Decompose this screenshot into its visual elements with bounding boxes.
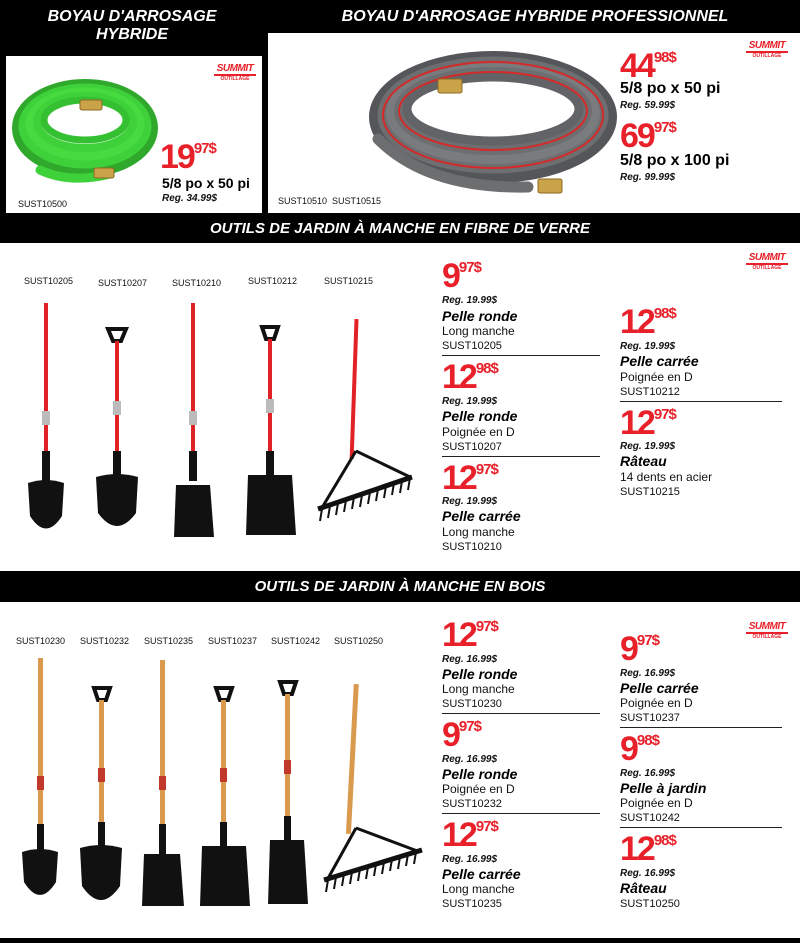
product-desc: Poignée en D xyxy=(620,796,693,810)
product-name: Râteau xyxy=(620,453,667,469)
pro-hose-title: BOYAU D'ARROSAGE HYBRIDE PROFESSIONNEL xyxy=(341,8,729,25)
hybrid-reg-price: Reg. 34.99$ xyxy=(162,193,218,204)
product-desc: Poignée en D xyxy=(620,370,693,384)
round-shovel-long-icon xyxy=(22,658,58,895)
divider xyxy=(442,813,600,814)
pro-100-price: 6997$ xyxy=(620,117,676,155)
green-hose-image xyxy=(10,70,160,190)
product-reg: Reg. 19.99$ xyxy=(442,396,498,407)
pro-hose-panel xyxy=(268,33,800,213)
pro-100-reg: Reg. 99.99$ xyxy=(620,172,676,183)
product-reg: Reg. 19.99$ xyxy=(442,496,498,507)
product-price: 1297$ xyxy=(620,404,676,442)
pro-50-reg: Reg. 59.99$ xyxy=(620,100,676,111)
rake-icon xyxy=(318,319,412,521)
product-price: 1298$ xyxy=(620,303,676,341)
product-desc: Long manche xyxy=(442,882,515,896)
product-sku: SUST10205 xyxy=(442,340,502,352)
summit-logo: SUMMIT OUTILLAGE xyxy=(746,253,788,271)
round-shovel-d-icon xyxy=(80,688,122,900)
product-name: Pelle carrée xyxy=(442,866,521,882)
product-reg: Reg. 19.99$ xyxy=(442,295,498,306)
product-price: 1298$ xyxy=(620,830,676,868)
divider xyxy=(620,827,782,828)
pro-50-price: 4498$ xyxy=(620,47,676,85)
tool-sku: SUST10205 xyxy=(24,276,74,286)
pro-skus: SUST10510 SUST10515 xyxy=(278,196,382,206)
tool-sku: SUST10215 xyxy=(324,276,374,286)
divider xyxy=(620,401,782,402)
product-name: Pelle ronde xyxy=(442,408,518,424)
tool-sku: SUST10250 xyxy=(334,636,384,646)
hybrid-hose-panel xyxy=(6,56,262,213)
product-desc: Poignée en D xyxy=(442,782,515,796)
product-sku: SUST10237 xyxy=(620,712,680,724)
product-desc: Poignée en D xyxy=(620,696,693,710)
product-sku: SUST10230 xyxy=(442,698,502,710)
product-desc: Long manche xyxy=(442,682,515,696)
summit-logo: SUMMIT OUTILLAGE xyxy=(746,41,788,59)
garden-shovel-d-icon xyxy=(268,682,308,904)
product-desc: Poignée en D xyxy=(442,425,515,439)
product-price: 1297$ xyxy=(442,459,498,497)
product-price: 1297$ xyxy=(442,816,498,854)
summit-logo: SUMMIT OUTILLAGE xyxy=(214,64,256,82)
product-price: 1298$ xyxy=(442,358,498,396)
product-name: Pelle ronde xyxy=(442,666,518,682)
fiberglass-tools-image xyxy=(10,301,430,541)
hybrid-price: 1997$ xyxy=(160,138,216,176)
square-shovel-long-icon xyxy=(142,660,184,906)
product-sku: SUST10210 xyxy=(442,541,502,553)
product-name: Pelle à jardin xyxy=(620,780,707,796)
product-price: 997$ xyxy=(620,630,659,668)
product-reg: Reg. 16.99$ xyxy=(620,668,676,679)
product-sku: SUST10242 xyxy=(620,812,680,824)
divider xyxy=(442,713,600,714)
product-desc: Long manche xyxy=(442,525,515,539)
tool-sku: SUST10207 xyxy=(98,278,148,288)
square-shovel-d-icon xyxy=(246,327,296,535)
product-desc: 14 dents en acier xyxy=(620,470,713,484)
pro-100-size: 5/8 po x 100 pi xyxy=(620,152,730,169)
product-sku: SUST10250 xyxy=(620,898,680,910)
tool-sku: SUST10230 xyxy=(16,636,66,646)
summit-logo: SUMMIT OUTILLAGE xyxy=(746,622,788,640)
product-sku: SUST10232 xyxy=(442,798,502,810)
tool-sku: SUST10242 xyxy=(271,636,321,646)
product-reg: Reg. 16.99$ xyxy=(442,854,498,865)
tool-sku: SUST10210 xyxy=(172,278,222,288)
hybrid-hose-title: BOYAU D'ARROSAGE HYBRIDE xyxy=(47,8,217,43)
product-name: Pelle ronde xyxy=(442,766,518,782)
product-reg: Reg. 19.99$ xyxy=(620,341,676,352)
tool-sku: SUST10212 xyxy=(248,276,298,286)
round-shovel-d-icon xyxy=(96,329,138,526)
product-reg: Reg. 19.99$ xyxy=(620,441,676,452)
wood-panel xyxy=(0,602,800,938)
grey-hose-image xyxy=(368,39,618,199)
wood-tools-image xyxy=(10,656,430,926)
divider xyxy=(620,727,782,728)
wood-title: OUTILS DE JARDIN À MANCHE EN BOIS xyxy=(254,578,546,595)
product-sku: SUST10207 xyxy=(442,441,502,453)
product-name: Pelle carrée xyxy=(442,508,521,524)
pro-50-size: 5/8 po x 50 pi xyxy=(620,80,721,97)
product-reg: Reg. 16.99$ xyxy=(620,868,676,879)
product-name: Pelle carrée xyxy=(620,353,699,369)
product-sku: SUST10235 xyxy=(442,898,502,910)
hybrid-size: 5/8 po x 50 pi xyxy=(162,175,250,191)
divider xyxy=(442,456,600,457)
tool-sku: SUST10237 xyxy=(208,636,258,646)
product-reg: Reg. 16.99$ xyxy=(620,768,676,779)
product-reg: Reg. 16.99$ xyxy=(442,654,498,665)
hybrid-sku: SUST10500 xyxy=(18,199,68,209)
product-price: 998$ xyxy=(620,730,659,768)
product-reg: Reg. 16.99$ xyxy=(442,754,498,765)
product-name: Pelle ronde xyxy=(442,308,518,324)
square-shovel-d-icon xyxy=(200,688,250,906)
product-price: 997$ xyxy=(442,716,481,754)
tool-sku: SUST10232 xyxy=(80,636,130,646)
square-shovel-long-icon xyxy=(174,303,214,537)
tool-sku: SUST10235 xyxy=(144,636,194,646)
rake-icon xyxy=(324,684,422,892)
product-price: 997$ xyxy=(442,257,481,295)
product-price: 1297$ xyxy=(442,616,498,654)
fiberglass-panel xyxy=(0,243,800,571)
product-name: Râteau xyxy=(620,880,667,896)
product-desc: Long manche xyxy=(442,324,515,338)
round-shovel-long-icon xyxy=(28,303,64,529)
divider xyxy=(442,355,600,356)
fiberglass-title: OUTILS DE JARDIN À MANCHE EN FIBRE DE VERRE xyxy=(209,220,591,237)
product-name: Pelle carrée xyxy=(620,680,699,696)
product-sku: SUST10212 xyxy=(620,386,680,398)
product-sku: SUST10215 xyxy=(620,486,680,498)
